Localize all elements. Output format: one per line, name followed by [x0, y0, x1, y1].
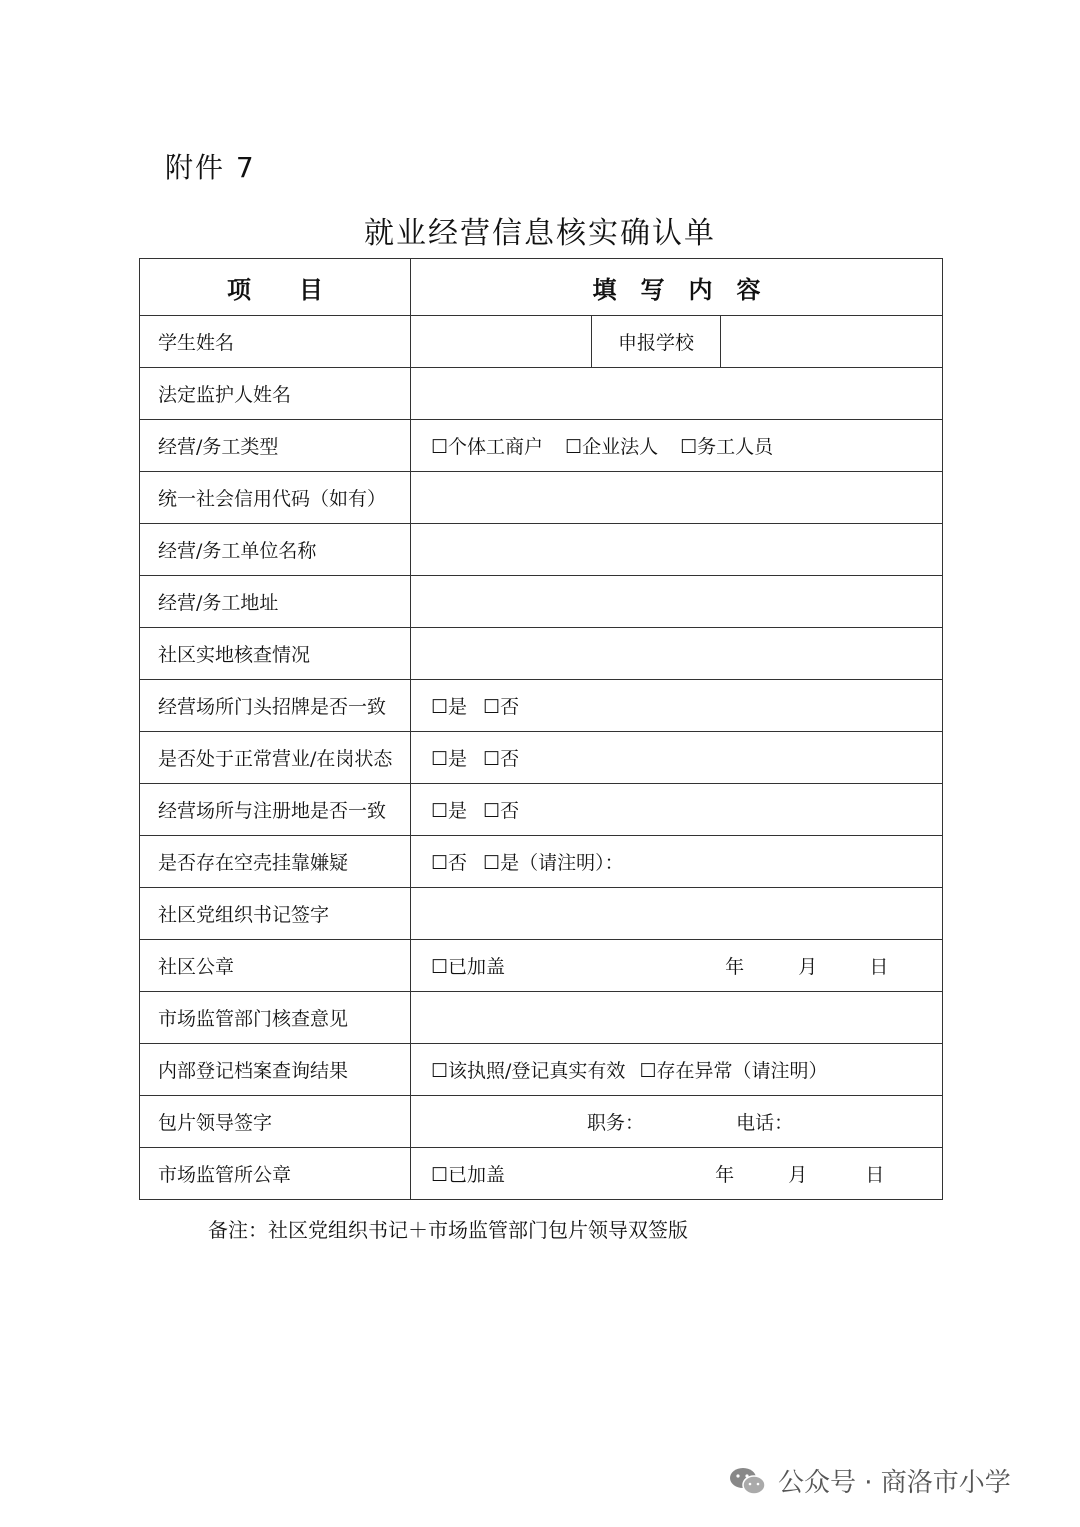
row-label: 内部登记档案查询结果: [140, 1044, 411, 1096]
footnote: 备注：社区党组织书记＋市场监管部门包片领导双签版: [208, 1218, 688, 1242]
credit-code-field[interactable]: [411, 472, 943, 524]
table-row: [140, 1148, 943, 1200]
checkbox-option[interactable]: ☐否: [483, 696, 520, 718]
checkbox-option[interactable]: ☐是: [431, 748, 468, 770]
table-row: [140, 576, 943, 628]
checkbox-option[interactable]: ☐是（请注明）：: [483, 852, 624, 874]
secretary-signature-field[interactable]: [411, 888, 943, 940]
row-label: 经营场所门头招牌是否一致: [140, 680, 411, 732]
employer-name-field[interactable]: [411, 524, 943, 576]
row-label: 统一社会信用代码（如有）: [140, 472, 411, 524]
row-label: 经营/务工类型: [140, 420, 411, 472]
row-label: 经营/务工地址: [140, 576, 411, 628]
checkbox-option[interactable]: ☐企业法人: [565, 436, 659, 458]
table-row: [140, 368, 943, 420]
school-label: 申报学校: [592, 316, 721, 367]
table-row: [140, 888, 943, 940]
row-label: 社区党组织书记签字: [140, 888, 411, 940]
checkbox-option[interactable]: ☐否: [483, 748, 520, 770]
table-row: [140, 1044, 943, 1096]
table-row: [140, 992, 943, 1044]
table-row: [140, 628, 943, 680]
verification-form-table: [139, 258, 943, 1200]
student-name-field[interactable]: [411, 316, 592, 367]
date-year: 年: [725, 956, 745, 978]
row-label: 社区实地核查情况: [140, 628, 411, 680]
watermark: [728, 1462, 1011, 1499]
form-title: 就业经营信息核实确认单: [364, 216, 716, 251]
date-day: 日: [865, 1164, 885, 1186]
date-day: 日: [869, 956, 889, 978]
school-field[interactable]: [721, 316, 942, 367]
date-year: 年: [715, 1164, 735, 1186]
table-row: [140, 524, 943, 576]
table-row: [140, 680, 943, 732]
table-row: [140, 316, 943, 368]
row-label: 市场监管部门核查意见: [140, 992, 411, 1044]
row-label: 法定监护人姓名: [140, 368, 411, 420]
table-row: [140, 472, 943, 524]
date-month: 月: [798, 956, 818, 978]
watermark-text: 公众号 · 商洛市小学: [778, 1468, 1011, 1498]
row-label: 包片领导签字: [140, 1096, 411, 1148]
table-row: [140, 836, 943, 888]
table-header-row: [140, 259, 943, 316]
checkbox-option[interactable]: ☐存在异常（请注明）: [639, 1060, 828, 1082]
checkbox-option[interactable]: ☐否: [431, 852, 468, 874]
checkbox-option[interactable]: ☐否: [483, 800, 520, 822]
header-content: 填 写 内 容: [411, 259, 943, 316]
date-month: 月: [788, 1164, 808, 1186]
attachment-label: 附件 7: [165, 151, 256, 184]
table-row: [140, 784, 943, 836]
stamp-checkbox[interactable]: ☐已加盖: [431, 1164, 506, 1186]
checkbox-option[interactable]: ☐个体工商户: [431, 436, 544, 458]
checkbox-option[interactable]: ☐该执照/登记真实有效: [431, 1060, 626, 1082]
checkbox-option[interactable]: ☐是: [431, 800, 468, 822]
checkbox-option[interactable]: ☐务工人员: [680, 436, 774, 458]
position-label: 职务：: [587, 1112, 645, 1134]
header-item: 项 目: [140, 259, 411, 316]
table-row: [140, 420, 943, 472]
row-label: 社区公章: [140, 940, 411, 992]
row-label: 是否存在空壳挂靠嫌疑: [140, 836, 411, 888]
row-label: 经营/务工单位名称: [140, 524, 411, 576]
row-label: 是否处于正常营业/在岗状态: [140, 732, 411, 784]
market-review-field[interactable]: [411, 992, 943, 1044]
table-row: [140, 732, 943, 784]
table-row: [140, 1096, 943, 1148]
row-label: 市场监管所公章: [140, 1148, 411, 1200]
checkbox-option[interactable]: ☐是: [431, 696, 468, 718]
table-row: [140, 940, 943, 992]
guardian-name-field[interactable]: [411, 368, 943, 420]
stamp-checkbox[interactable]: ☐已加盖: [431, 956, 506, 978]
wechat-icon: [728, 1466, 768, 1496]
phone-label: 电话：: [736, 1112, 794, 1134]
row-label: 经营场所与注册地是否一致: [140, 784, 411, 836]
site-check-field[interactable]: [411, 628, 943, 680]
row-label: 学生姓名: [140, 316, 411, 368]
work-address-field[interactable]: [411, 576, 943, 628]
